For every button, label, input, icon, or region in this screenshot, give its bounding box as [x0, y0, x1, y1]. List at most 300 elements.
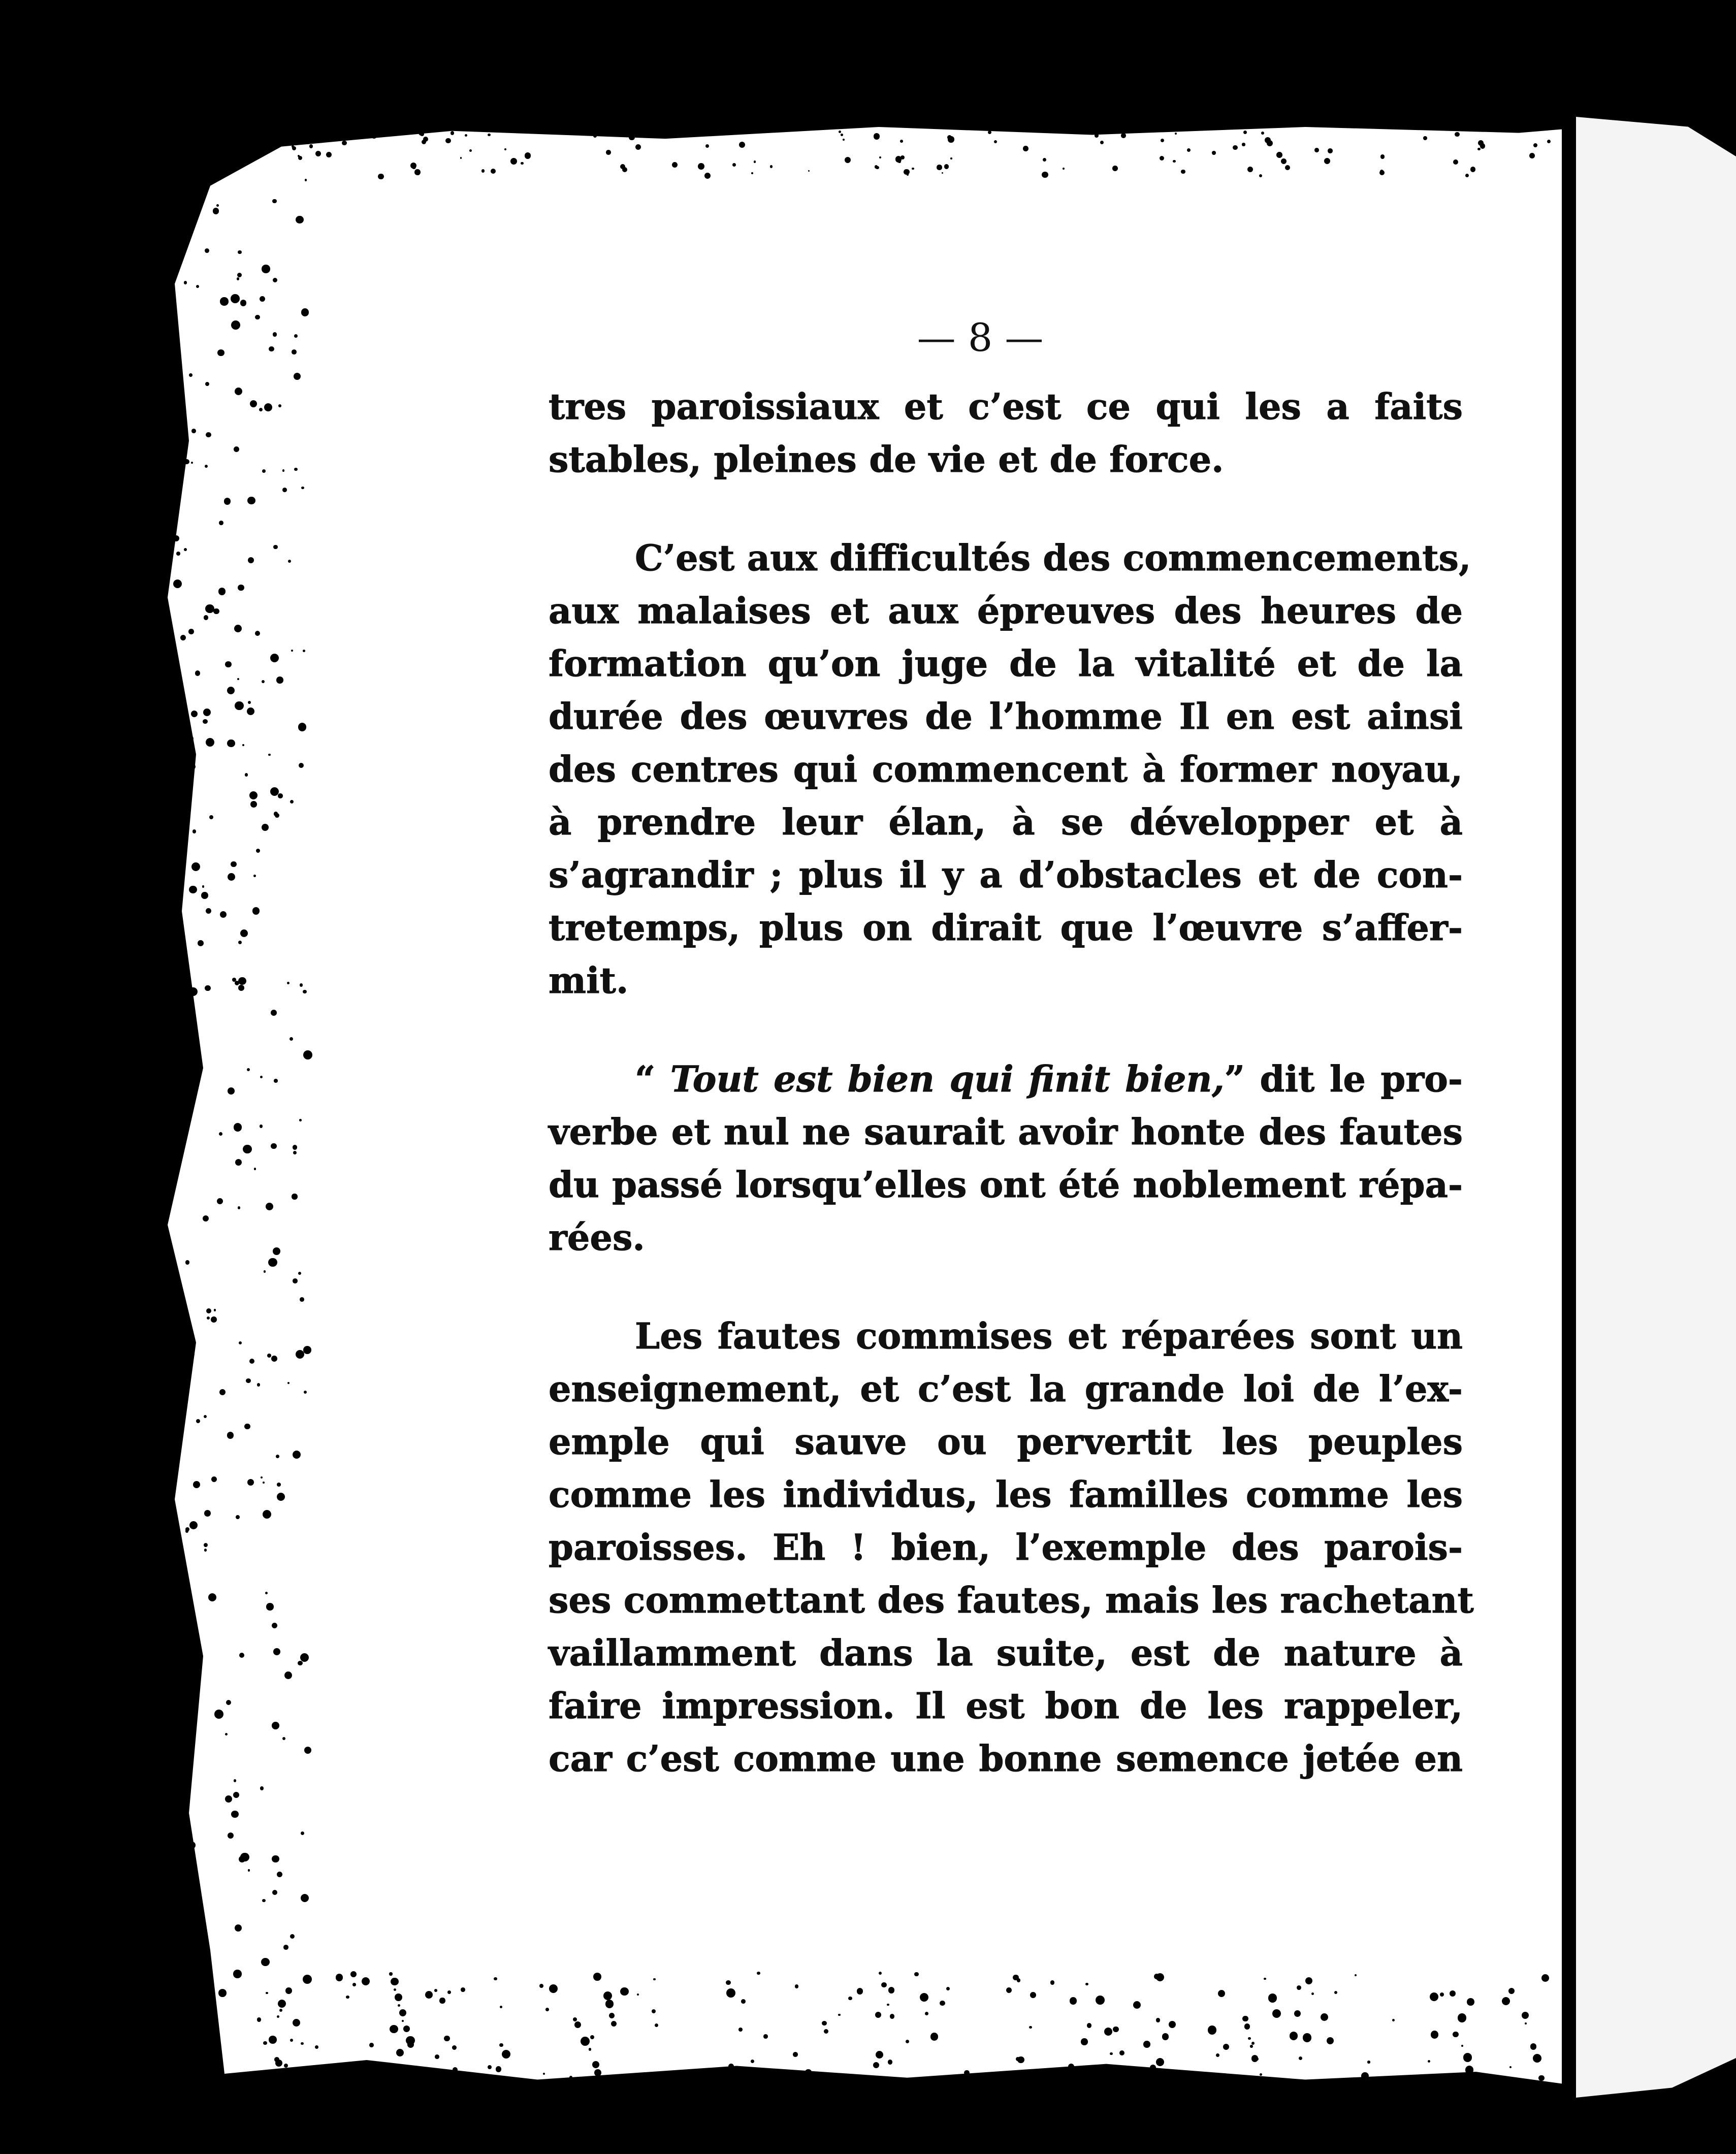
noise-dot — [273, 332, 277, 336]
noise-dot — [227, 740, 235, 747]
noise-dot — [1104, 2028, 1112, 2036]
noise-dot — [299, 1119, 301, 1121]
noise-dot — [1250, 2045, 1253, 2048]
noise-dot — [1169, 2021, 1176, 2028]
text-line: rées. — [549, 1216, 645, 1259]
noise-dot — [298, 723, 306, 731]
proverb-text: Tout est bien qui finit bien, — [670, 1058, 1225, 1100]
noise-dot — [807, 2077, 813, 2083]
noise-dot — [874, 133, 880, 139]
noise-dot — [238, 985, 244, 991]
noise-dot — [583, 134, 585, 136]
noise-dot — [260, 1124, 263, 1128]
noise-dot — [240, 300, 246, 306]
noise-dot — [246, 1378, 250, 1383]
noise-dot — [1070, 1997, 1077, 2005]
noise-dot — [1081, 2038, 1087, 2045]
noise-dot — [1314, 148, 1319, 152]
noise-dot — [281, 2081, 285, 2085]
noise-dot — [378, 174, 384, 180]
noise-dot — [254, 144, 260, 149]
noise-dot — [1445, 2078, 1448, 2080]
noise-dot — [191, 462, 193, 464]
noise-dot — [1380, 154, 1385, 158]
noise-dot — [569, 2076, 572, 2079]
noise-dot — [491, 169, 496, 174]
text-line: car c’est comme une bonne semence jetée en — [549, 1738, 1463, 1780]
noise-dot — [236, 1515, 240, 1519]
noise-dot — [1154, 1974, 1160, 1979]
noise-dot — [447, 1990, 451, 1994]
noise-dot — [214, 1710, 223, 1719]
noise-dot — [1258, 2079, 1264, 2085]
noise-dot — [488, 2065, 492, 2069]
noise-dot — [1043, 158, 1046, 162]
noise-dot — [1218, 1990, 1225, 1997]
noise-dot — [726, 1988, 735, 1998]
noise-dot — [198, 940, 204, 946]
noise-dot — [1538, 2075, 1544, 2081]
noise-dot — [849, 2074, 856, 2081]
noise-dot — [290, 1934, 295, 1939]
noise-dot — [260, 1786, 264, 1790]
noise-dot — [193, 1481, 200, 1488]
noise-dot — [1361, 2072, 1369, 2080]
noise-dot — [292, 1194, 297, 1199]
noise-dot — [614, 2075, 623, 2084]
text-line: comme les individus, les familles comme les — [549, 1473, 1463, 1516]
noise-dot — [210, 152, 215, 157]
quote-continuation: ” dit le pro- — [1224, 1058, 1463, 1100]
noise-dot — [590, 2035, 594, 2039]
noise-dot — [391, 1978, 398, 1985]
noise-dot — [1529, 153, 1535, 158]
noise-dot — [189, 373, 192, 377]
noise-dot — [1458, 2013, 1466, 2022]
noise-dot — [496, 2066, 501, 2072]
noise-dot — [605, 2000, 614, 2008]
noise-dot — [203, 719, 207, 724]
noise-dot — [207, 1316, 210, 1320]
noise-dot — [704, 173, 711, 179]
noise-dot — [888, 1987, 895, 1994]
noise-dot — [188, 736, 194, 741]
noise-dot — [838, 2014, 840, 2016]
text-line: ses commettant des fautes, mais les rachetant — [549, 1579, 1474, 1621]
noise-dot — [860, 2077, 865, 2081]
noise-dot — [174, 1573, 179, 1579]
noise-dot — [243, 1145, 251, 1153]
noise-dot — [620, 1987, 628, 1996]
noise-dot — [287, 982, 290, 984]
noise-dot — [1242, 2016, 1248, 2022]
noise-dot — [235, 388, 242, 395]
noise-dot — [461, 1987, 465, 1992]
noise-dot — [271, 1010, 277, 1016]
noise-dot — [206, 432, 211, 438]
noise-dot — [1305, 1977, 1312, 1984]
noise-dot — [1119, 2050, 1124, 2055]
noise-dot — [301, 2042, 304, 2045]
noise-dot — [213, 608, 219, 614]
noise-dot — [186, 1794, 189, 1798]
noise-dot — [635, 144, 641, 150]
noise-dot — [465, 134, 467, 137]
noise-dot — [900, 140, 903, 143]
noise-dot — [545, 2008, 549, 2011]
noise-dot — [195, 670, 201, 676]
noise-dot — [371, 133, 377, 139]
text-line: tres paroissiaux et c’est ce qui les a faits — [549, 385, 1463, 428]
noise-dot — [1174, 2081, 1180, 2087]
noise-dot — [322, 2069, 325, 2072]
noise-dot — [282, 469, 285, 472]
noise-dot — [238, 1206, 241, 1209]
noise-dot — [1244, 2023, 1250, 2029]
noise-dot — [1016, 2057, 1020, 2061]
noise-dot — [805, 2069, 812, 2076]
noise-dot — [309, 144, 313, 148]
noise-dot — [268, 754, 270, 756]
noise-dot — [257, 2017, 261, 2021]
noise-dot — [315, 151, 321, 156]
text-line: verbe et nul ne saurait avoir honte des fautes — [549, 1111, 1463, 1153]
noise-dot — [988, 131, 991, 134]
noise-dot — [313, 133, 320, 139]
noise-dot — [672, 162, 678, 168]
noise-dot — [175, 1630, 180, 1635]
noise-dot — [238, 977, 246, 985]
noise-dot — [185, 993, 189, 998]
noise-dot — [176, 760, 180, 765]
noise-dot — [841, 134, 843, 136]
noise-dot — [173, 1991, 180, 1998]
noise-dot — [1173, 160, 1175, 163]
noise-dot — [395, 1994, 402, 2001]
noise-dot — [219, 521, 223, 525]
noise-dot — [793, 2052, 798, 2057]
noise-dot — [350, 1971, 357, 1977]
noise-dot — [278, 2000, 286, 2008]
noise-dot — [245, 773, 248, 776]
noise-dot — [231, 294, 240, 303]
noise-dot — [1440, 1992, 1444, 1997]
noise-dot — [261, 1958, 269, 1966]
noise-dot — [387, 2074, 395, 2082]
noise-dot — [1030, 1992, 1036, 1998]
noise-dot — [294, 468, 298, 471]
noise-dot — [662, 132, 667, 137]
noise-dot — [606, 150, 611, 155]
noise-dot — [274, 812, 278, 816]
noise-dot — [273, 1648, 280, 1655]
noise-dot — [504, 148, 506, 150]
noise-dot — [346, 1996, 349, 1999]
text-line: paroisses. Eh ! bien, l’exemple des parois- — [549, 1526, 1463, 1568]
noise-dot — [278, 404, 281, 407]
noise-dot — [881, 1982, 887, 1988]
noise-dot — [389, 1972, 392, 1975]
noise-dot — [196, 1071, 201, 1076]
noise-dot — [206, 738, 214, 747]
noise-dot — [224, 498, 231, 504]
noise-dot — [1150, 2065, 1156, 2071]
noise-dot — [444, 2036, 450, 2042]
noise-dot — [263, 1510, 271, 1519]
noise-dot — [1095, 134, 1099, 138]
noise-dot — [601, 130, 606, 136]
noise-dot — [543, 2073, 545, 2075]
noise-dot — [255, 631, 260, 636]
noise-dot — [192, 829, 197, 833]
noise-dot — [182, 940, 185, 943]
noise-dot — [964, 2070, 970, 2076]
noise-dot — [272, 1722, 279, 1729]
noise-dot — [292, 349, 297, 355]
noise-dot — [593, 1973, 601, 1981]
noise-dot — [1096, 1996, 1105, 2005]
noise-dot — [293, 1278, 298, 1283]
noise-dot — [213, 208, 219, 214]
noise-dot — [1294, 2010, 1301, 2017]
noise-dot — [603, 1991, 612, 2000]
noise-dot — [205, 985, 210, 991]
noise-dot — [276, 677, 283, 683]
noise-dot — [460, 157, 462, 158]
noise-dot — [315, 2045, 318, 2049]
noise-dot — [195, 1648, 201, 1654]
noise-dot — [220, 911, 227, 918]
noise-dot — [205, 604, 214, 613]
noise-dot — [284, 1671, 292, 1679]
noise-dot — [191, 429, 196, 433]
noise-dot — [233, 1970, 241, 1978]
noise-dot — [279, 2009, 282, 2012]
noise-dot — [231, 320, 240, 330]
noise-dot — [208, 1593, 216, 1601]
noise-dot — [873, 2062, 879, 2068]
noise-dot — [173, 1317, 176, 1320]
text-line: faire impression. Il est bon de les rappeler, — [549, 1685, 1463, 1727]
noise-dot — [227, 1432, 234, 1438]
noise-dot — [1281, 158, 1287, 164]
noise-dot — [1547, 140, 1551, 143]
noise-dot — [453, 2067, 458, 2072]
noise-dot — [303, 1975, 312, 1984]
noise-dot — [876, 2051, 883, 2059]
text-line: du passé lorsqu’elles ont été noblement répa- — [549, 1164, 1463, 1206]
noise-dot — [1087, 2076, 1090, 2078]
noise-dot — [262, 1899, 266, 1903]
text-line: stables, pleines de vie et de force. — [549, 438, 1224, 480]
noise-dot — [525, 152, 531, 158]
noise-dot — [1328, 2079, 1332, 2082]
noise-dot — [521, 162, 523, 165]
noise-dot — [233, 1792, 239, 1798]
noise-dot — [238, 585, 244, 591]
noise-dot — [237, 273, 242, 277]
noise-dot — [220, 297, 228, 305]
noise-dot — [950, 157, 952, 159]
noise-dot — [1113, 2027, 1118, 2032]
noise-dot — [188, 1842, 195, 1848]
page-text — [549, 315, 1474, 1831]
noise-dot — [206, 908, 211, 914]
noise-dot — [262, 469, 266, 473]
noise-dot — [300, 983, 303, 986]
noise-dot — [174, 828, 180, 834]
noise-dot — [194, 1882, 200, 1888]
text-line — [549, 1053, 1463, 1106]
noise-dot — [655, 2023, 658, 2027]
noise-dot — [303, 1346, 311, 1354]
open-quote: “ — [635, 1058, 670, 1100]
noise-dot — [185, 1349, 195, 1359]
noise-dot — [1315, 2081, 1323, 2088]
noise-dot — [1328, 148, 1332, 153]
noise-dot — [573, 2017, 577, 2021]
noise-dot — [234, 625, 242, 632]
noise-dot — [708, 2069, 715, 2076]
noise-dot — [234, 1123, 242, 1131]
noise-dot — [1085, 1983, 1088, 1986]
noise-dot — [1063, 168, 1065, 170]
noise-dot — [301, 1831, 304, 1835]
noise-dot — [1324, 158, 1330, 164]
noise-dot — [1465, 174, 1469, 177]
noise-dot — [907, 173, 909, 176]
noise-dot — [305, 138, 310, 144]
noise-dot — [822, 2021, 827, 2026]
noise-dot — [204, 1543, 208, 1547]
noise-dot — [183, 1893, 187, 1896]
noise-dot — [187, 769, 190, 771]
noise-dot — [1525, 2022, 1527, 2024]
noise-dot — [1242, 143, 1245, 146]
noise-dot — [1160, 156, 1164, 160]
noise-dot — [898, 160, 901, 164]
noise-dot — [698, 163, 704, 170]
noise-dot — [1276, 152, 1282, 158]
noise-dot — [396, 2049, 404, 2056]
noise-dot — [1087, 2023, 1091, 2028]
noise-dot — [188, 987, 197, 996]
noise-dot — [277, 1483, 281, 1487]
noise-dot — [293, 1151, 297, 1154]
noise-dot — [278, 793, 282, 798]
noise-dot — [204, 615, 208, 620]
noise-dot — [1463, 2053, 1472, 2062]
noise-dot — [184, 281, 187, 284]
noise-dot — [611, 2021, 617, 2027]
noise-dot — [205, 248, 209, 253]
noise-dot — [173, 1068, 178, 1073]
noise-dot — [369, 2043, 374, 2047]
noise-dot — [174, 936, 180, 942]
noise-dot — [427, 2070, 431, 2074]
noise-dot — [262, 265, 270, 273]
noise-dot — [180, 635, 186, 640]
noise-dot — [276, 1455, 279, 1458]
noise-dot — [303, 1050, 312, 1059]
noise-dot — [285, 1987, 292, 1994]
noise-dot — [857, 1988, 863, 1994]
noise-dot — [231, 1811, 238, 1818]
noise-dot — [719, 2078, 724, 2082]
noise-dot — [269, 2036, 276, 2043]
noise-dot — [738, 2028, 743, 2032]
noise-dot — [1156, 2058, 1164, 2066]
paragraph-4 — [549, 1310, 1474, 1785]
text-line: s’agrandir ; plus il y a d’obstacles et de con- — [549, 854, 1463, 896]
noise-dot — [250, 801, 257, 808]
noise-dot — [218, 588, 226, 595]
noise-dot — [837, 2081, 840, 2084]
noise-dot — [594, 2069, 601, 2076]
noise-dot — [282, 488, 287, 492]
noise-dot — [185, 1129, 188, 1133]
text-line: enseignement, et c’est la grande loi de l’ex- — [549, 1368, 1463, 1410]
text-line: mit. — [549, 959, 629, 1002]
noise-dot — [211, 1316, 217, 1323]
noise-dot — [218, 1989, 226, 1997]
noise-dot — [1069, 132, 1070, 134]
noise-dot — [799, 2072, 806, 2079]
noise-dot — [217, 349, 224, 357]
noise-dot — [249, 791, 258, 799]
noise-dot — [290, 2039, 293, 2042]
noise-dot — [274, 1079, 277, 1082]
noise-dot — [186, 1616, 195, 1625]
noise-dot — [407, 2041, 414, 2048]
text-line: tretemps, plus on dirait que l’œuvre s’affer- — [549, 907, 1463, 949]
noise-dot — [185, 1260, 190, 1265]
noise-dot — [201, 892, 208, 899]
text-line: vaillamment dans la suite, est de nature à — [549, 1632, 1463, 1674]
noise-dot — [184, 459, 189, 465]
text-line: des centres qui commencent à former noyau, — [549, 748, 1463, 790]
noise-dot — [303, 990, 306, 993]
text-line: Les fautes commises et réparées sont un — [635, 1315, 1463, 1357]
noise-dot — [264, 403, 272, 411]
page-number: — 8 — — [917, 315, 1044, 360]
noise-dot — [937, 165, 942, 170]
noise-dot — [1477, 148, 1480, 150]
noise-dot — [184, 726, 189, 731]
noise-dot — [268, 1258, 277, 1267]
noise-dot — [1470, 167, 1476, 172]
noise-dot — [944, 164, 949, 169]
noise-dot — [300, 1297, 304, 1302]
noise-dot — [1311, 1992, 1314, 1995]
noise-dot — [226, 1700, 231, 1705]
noise-dot — [1264, 1978, 1266, 1980]
noise-dot — [539, 1984, 543, 1988]
text-line: aux malaises et aux épreuves des heures de — [549, 590, 1463, 632]
text-line: emple qui sauve ou pervertit les peuples — [549, 1421, 1463, 1463]
noise-dot — [244, 1424, 250, 1430]
noise-dot — [757, 1972, 760, 1975]
noise-dot — [267, 1354, 271, 1358]
noise-dot — [434, 1989, 437, 1992]
noise-dot — [1327, 2037, 1334, 2044]
noise-dot — [839, 131, 841, 133]
noise-dot — [1023, 146, 1028, 151]
noise-dot — [1256, 2057, 1259, 2061]
noise-dot — [249, 1359, 254, 1364]
noise-dot — [301, 308, 309, 316]
noise-dot — [728, 2064, 734, 2069]
